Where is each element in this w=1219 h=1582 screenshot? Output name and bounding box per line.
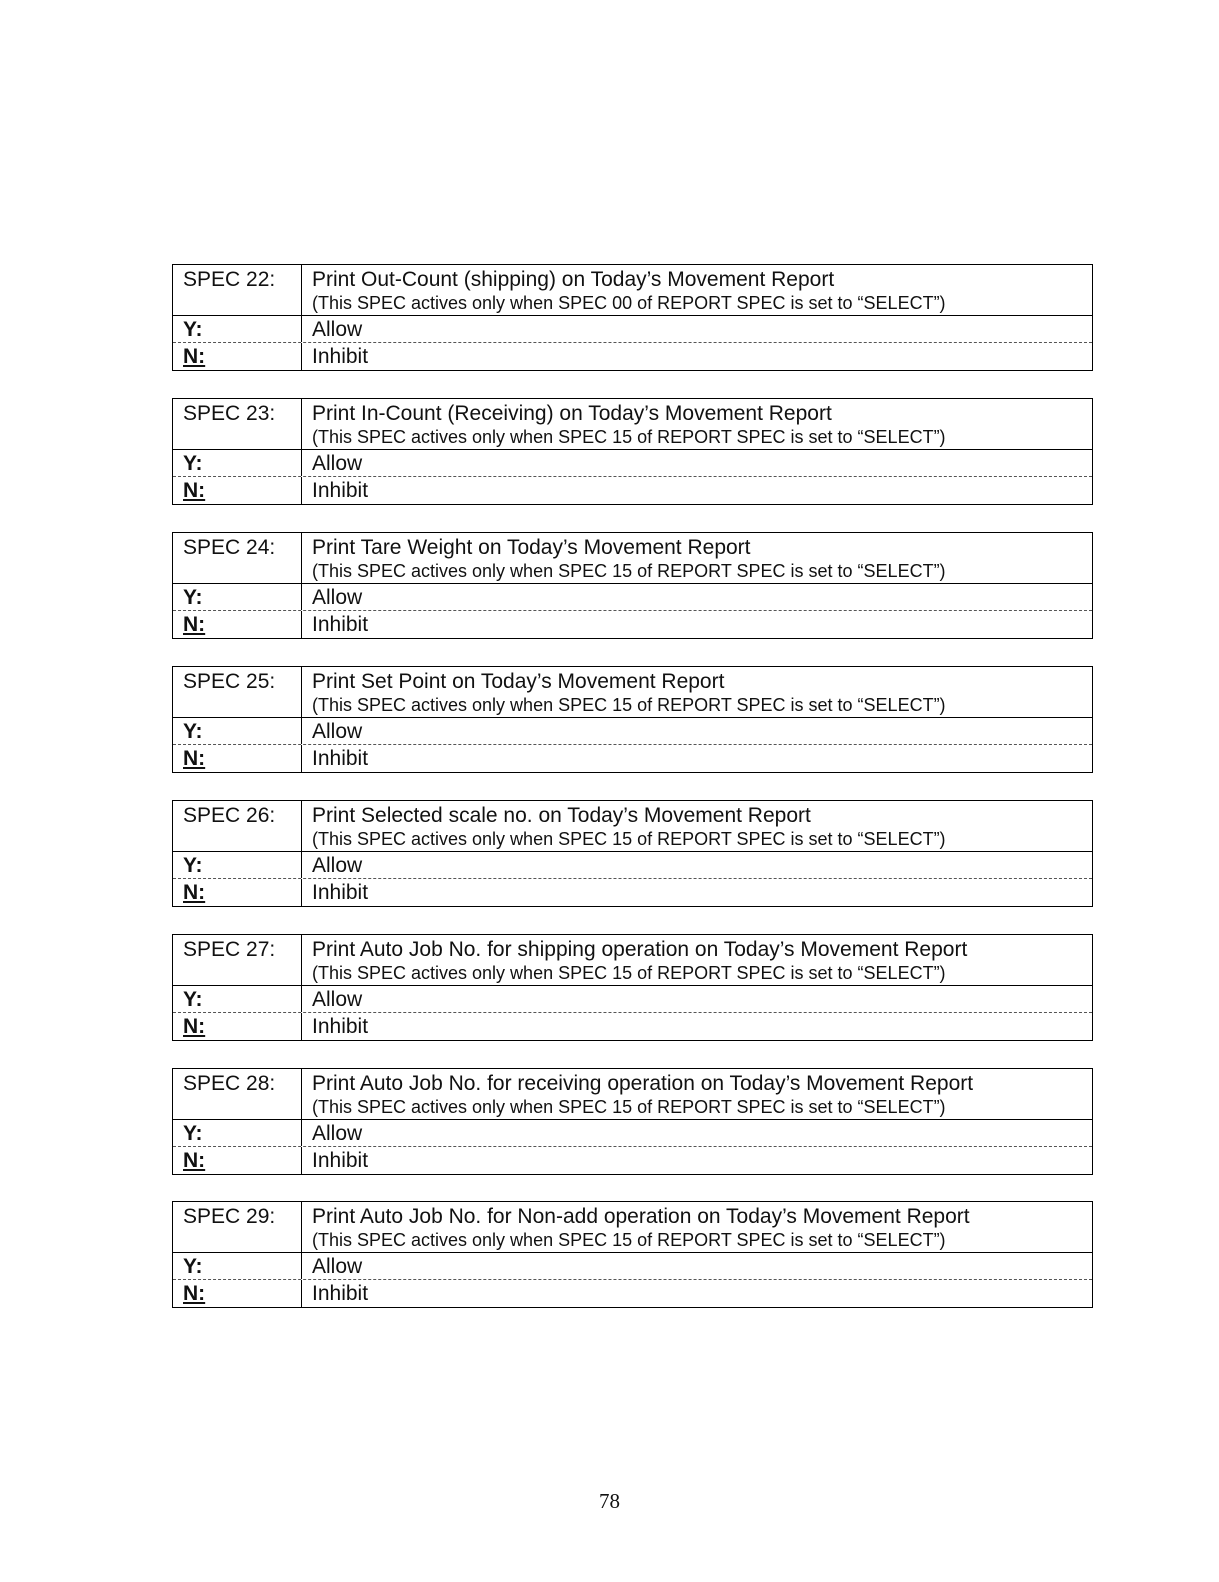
spec-header-row <box>173 399 1092 450</box>
option-row-n <box>173 477 1092 504</box>
option-value-inhibit: Inhibit <box>312 613 369 636</box>
option-row-n <box>173 745 1092 772</box>
option-value-inhibit: Inhibit <box>312 1149 369 1172</box>
option-key-n: N: <box>183 881 206 904</box>
spec-note: (This SPEC actives only when SPEC 15 of REPORT SPEC is set to “SELECT”) <box>312 427 946 447</box>
spec-table-29 <box>172 1201 1093 1308</box>
option-row-n <box>173 1013 1092 1040</box>
spec-table-25 <box>172 666 1093 773</box>
spec-table-28 <box>172 1068 1093 1175</box>
option-key-n: N: <box>183 479 206 502</box>
spec-label: SPEC 29: <box>183 1205 276 1228</box>
spec-label: SPEC 28: <box>183 1072 276 1095</box>
option-value-inhibit: Inhibit <box>312 747 369 770</box>
spec-header-row <box>173 1202 1092 1253</box>
spec-note: (This SPEC actives only when SPEC 15 of REPORT SPEC is set to “SELECT”) <box>312 695 946 715</box>
option-value-inhibit: Inhibit <box>312 345 369 368</box>
option-value-allow: Allow <box>312 720 363 743</box>
option-row-y <box>173 316 1092 343</box>
option-value-inhibit: Inhibit <box>312 1015 369 1038</box>
spec-label: SPEC 27: <box>183 938 276 961</box>
option-row-n <box>173 343 1092 370</box>
option-key-n: N: <box>183 613 206 636</box>
spec-title: Print Auto Job No. for Non-add operation on Today’s Movement Report <box>312 1205 970 1228</box>
option-key-n: N: <box>183 1015 206 1038</box>
page-number: 78 <box>599 1489 620 1513</box>
spec-note: (This SPEC actives only when SPEC 15 of REPORT SPEC is set to “SELECT”) <box>312 963 946 983</box>
spec-header-row <box>173 1069 1092 1120</box>
option-key-y: Y: <box>183 1122 203 1145</box>
spec-table-22 <box>172 264 1093 371</box>
option-value-inhibit: Inhibit <box>312 881 369 904</box>
option-value-allow: Allow <box>312 586 363 609</box>
spec-title: Print Auto Job No. for shipping operation on Today’s Movement Report <box>312 938 968 961</box>
option-row-y <box>173 852 1092 879</box>
spec-label: SPEC 24: <box>183 536 276 559</box>
spec-title: Print Auto Job No. for receiving operation on Today’s Movement Report <box>312 1072 974 1095</box>
option-row-y <box>173 986 1092 1013</box>
spec-header-row <box>173 801 1092 852</box>
option-value-allow: Allow <box>312 854 363 877</box>
option-row-n <box>173 611 1092 638</box>
option-row-y <box>173 584 1092 611</box>
spec-note: (This SPEC actives only when SPEC 15 of REPORT SPEC is set to “SELECT”) <box>312 829 946 849</box>
option-value-allow: Allow <box>312 452 363 475</box>
spec-table-23 <box>172 398 1093 505</box>
spec-title: Print Selected scale no. on Today’s Movement Report <box>312 804 811 827</box>
option-key-n: N: <box>183 1282 206 1305</box>
option-key-n: N: <box>183 345 206 368</box>
option-row-n <box>173 1280 1092 1307</box>
spec-header-row <box>173 935 1092 986</box>
spec-label: SPEC 26: <box>183 804 276 827</box>
option-key-y: Y: <box>183 988 203 1011</box>
option-row-y <box>173 1120 1092 1147</box>
spec-label: SPEC 25: <box>183 670 276 693</box>
option-key-y: Y: <box>183 318 203 341</box>
option-value-allow: Allow <box>312 318 363 341</box>
option-key-y: Y: <box>183 586 203 609</box>
spec-note: (This SPEC actives only when SPEC 00 of REPORT SPEC is set to “SELECT”) <box>312 293 946 313</box>
spec-title: Print In-Count (Receiving) on Today’s Movement Report <box>312 402 832 425</box>
spec-header-row <box>173 667 1092 718</box>
option-key-y: Y: <box>183 720 203 743</box>
spec-note: (This SPEC actives only when SPEC 15 of REPORT SPEC is set to “SELECT”) <box>312 1097 946 1117</box>
spec-header-row <box>173 533 1092 584</box>
spec-note: (This SPEC actives only when SPEC 15 of REPORT SPEC is set to “SELECT”) <box>312 561 946 581</box>
option-row-n <box>173 879 1092 906</box>
option-key-y: Y: <box>183 1255 203 1278</box>
option-key-y: Y: <box>183 452 203 475</box>
spec-table-24 <box>172 532 1093 639</box>
spec-label: SPEC 23: <box>183 402 276 425</box>
option-value-allow: Allow <box>312 1122 363 1145</box>
option-key-n: N: <box>183 1149 206 1172</box>
spec-title: Print Out-Count (shipping) on Today’s Movement Report <box>312 268 835 291</box>
option-row-y <box>173 718 1092 745</box>
option-key-n: N: <box>183 747 206 770</box>
option-row-y <box>173 450 1092 477</box>
option-value-allow: Allow <box>312 1255 363 1278</box>
spec-title: Print Tare Weight on Today’s Movement Report <box>312 536 751 559</box>
spec-header-row <box>173 265 1092 316</box>
option-value-allow: Allow <box>312 988 363 1011</box>
spec-label: SPEC 22: <box>183 268 276 291</box>
spec-note: (This SPEC actives only when SPEC 15 of REPORT SPEC is set to “SELECT”) <box>312 1230 946 1250</box>
option-key-y: Y: <box>183 854 203 877</box>
option-row-n <box>173 1147 1092 1174</box>
option-value-inhibit: Inhibit <box>312 479 369 502</box>
spec-table-26 <box>172 800 1093 907</box>
option-value-inhibit: Inhibit <box>312 1282 369 1305</box>
spec-table-27 <box>172 934 1093 1041</box>
option-row-y <box>173 1253 1092 1280</box>
spec-title: Print Set Point on Today’s Movement Report <box>312 670 725 693</box>
